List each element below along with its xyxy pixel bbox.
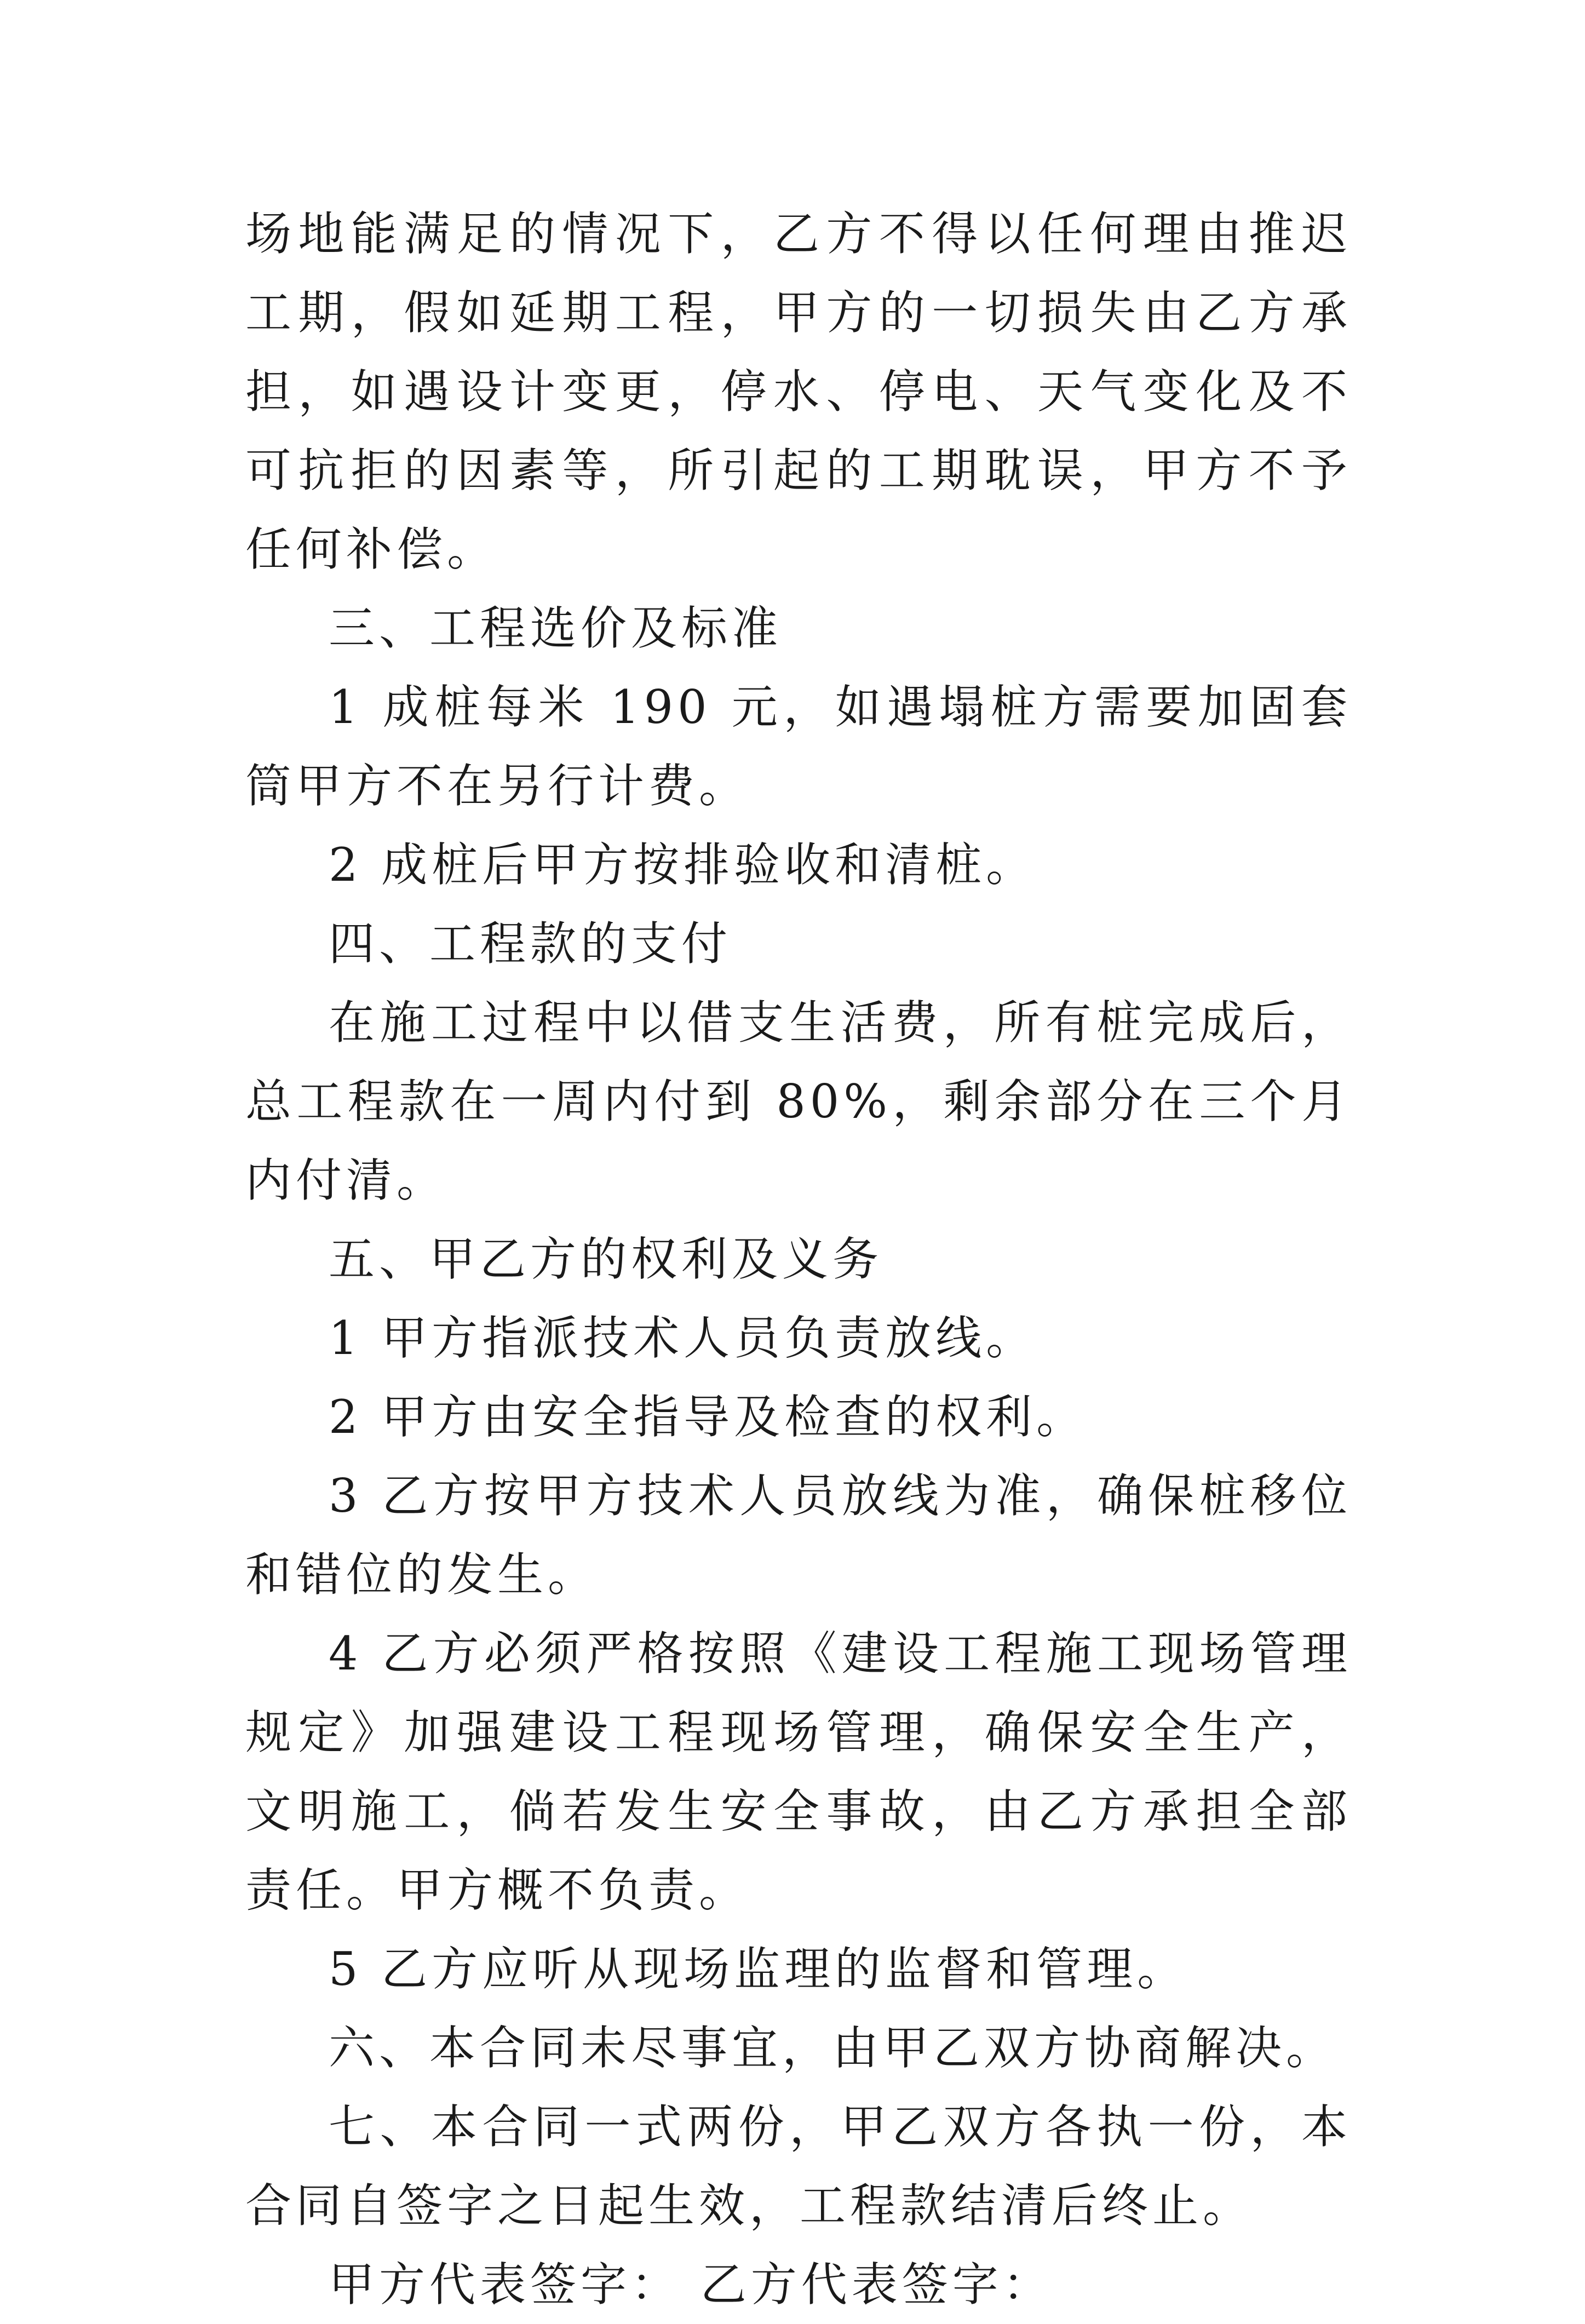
section-heading-3: 三、工程选价及标准 [329,601,783,655]
clause-3-2: 2 成桩后甲方按排验收和清桩。 [329,838,1037,892]
document-body [245,194,1352,2324]
clause-5-1: 1 甲方指派技术人员负责放线。 [329,1311,1037,1365]
clause-3-1: 1 成桩每米 190 元，如遇塌桩方需要加固套筒甲方不在另行计费。 [245,680,1352,813]
section-heading-5: 五、甲乙方的权利及义务 [329,1232,883,1286]
signature-line: 甲方代表签字： 乙方代表签字： [329,2258,1053,2311]
section-heading-6: 六、本合同未尽事宜，由甲乙双方协商解决。 [329,2021,1337,2075]
section-heading-7: 七、本合同一式两份，甲乙双方各执一份，本合同自签字之日起生效，工程款结清后终止。 [245,2100,1352,2233]
paragraph-continued: 场地能满足的情况下，乙方不得以任何理由推迟工期，假如延期工程，甲方的一切损失由乙方承担，如遇设计变更，停水、停电、天气变化及不可抗拒的因素等，所引起的工期耽误，甲方不予任何补偿。 [245,207,1352,576]
clause-5-3: 3 乙方按甲方技术人员放线为准，确保桩移位和错位的发生。 [245,1469,1352,1602]
clause-4-body: 在施工过程中以借支生活费，所有桩完成后，总工程款在一周内付到 80%，剩余部分在三个月内付清。 [245,996,1352,1207]
clause-5-5: 5 乙方应听从现场监理的监督和管理。 [329,1942,1188,1996]
clause-5-4: 4 乙方必须严格按照《建设工程施工现场管理规定》加强建设工程现场管理，确保安全生产，文明施工，倘若发生安全事故，由乙方承担全部责任。甲方概不负责。 [245,1627,1352,1917]
clause-5-2: 2 甲方由安全指导及检查的权利。 [329,1390,1087,1444]
section-heading-4: 四、工程款的支付 [329,917,732,971]
